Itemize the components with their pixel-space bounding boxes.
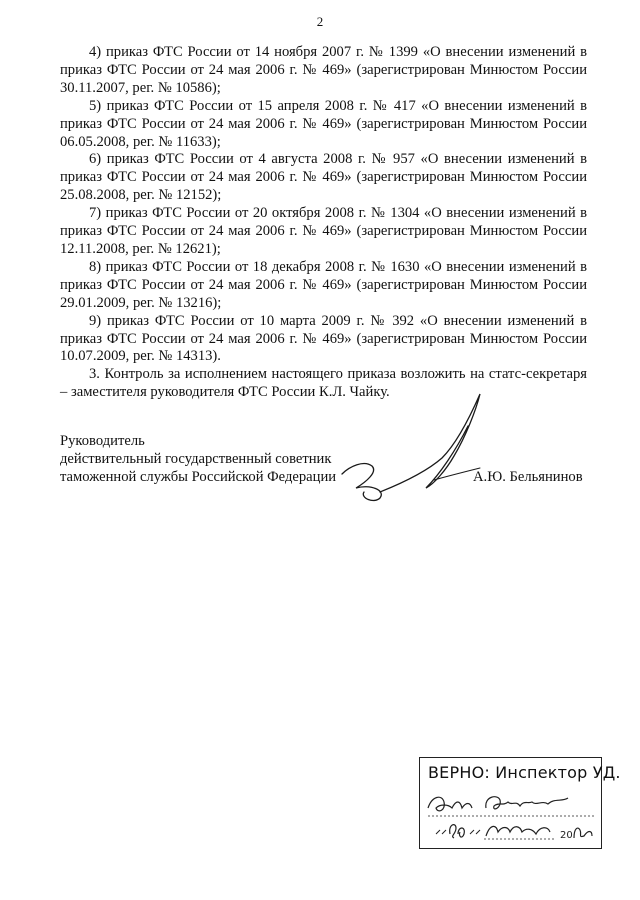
- control-paragraph: 3. Контроль за исполнением настоящего приказа возложить на статс-секретаря – заместителя руководителя ФТС России К.Л. Чайку.: [60, 366, 587, 401]
- stamp-handwriting: [424, 784, 600, 846]
- stamp-title: ВЕРНО: Инспектор УД.: [428, 763, 621, 782]
- signer-title-line-3: таможенной службы Российской Федерации: [60, 468, 337, 485]
- signer-title-line-2: действительный государственный советник: [60, 450, 332, 467]
- signer-title-line-1: Руководитель: [60, 433, 145, 449]
- signer-name: А.Ю. Бельянинов: [473, 469, 583, 485]
- list-item: 9) приказ ФТС России от 10 марта 2009 г. № 392 «О внесении изменений в приказ ФТС России от 24 мая 2006 г. № 469» (зарегистрирован Минюстом России 10.07.2009, рег. № 14313).: [60, 312, 587, 365]
- list-item: 8) приказ ФТС России от 18 декабря 2008 г. № 1630 «О внесении изменений в приказ ФТС России от 24 мая 2006 г. № 469» (зарегистрирован Минюстом России 29.01.2009, рег. № 13216);: [60, 258, 587, 311]
- list-item: 4) приказ ФТС России от 14 ноября 2007 г. № 1399 «О внесении изменений в приказ ФТС России от 24 мая 2006 г. № 469» (зарегистрирован Минюстом России 30.11.2007, рег. № 10586);: [60, 44, 587, 96]
- page-number: 2: [316, 14, 324, 29]
- list-item: 5) приказ ФТС России от 15 апреля 2008 г. № 417 «О внесении изменений в приказ ФТС России от 24 мая 2006 г. № 469» (зарегистрирован Минюстом России 06.05.2008, рег. № 11633);: [60, 97, 587, 150]
- svg-text:20: 20: [560, 830, 573, 841]
- list-item: 7) приказ ФТС России от 20 октября 2008 г. № 1304 «О внесении изменений в приказ ФТС России от 24 мая 2006 г. № 469» (зарегистрирован Минюстом России 12.11.2008, рег. № 12621);: [60, 205, 587, 257]
- handwritten-signature: [330, 380, 500, 510]
- list-item: 6) приказ ФТС России от 4 августа 2008 г. № 957 «О внесении изменений в приказ ФТС России от 24 мая 2006 г. № 469» (зарегистрирован Минюстом России 25.08.2008, рег. № 12152);: [60, 151, 587, 204]
- document-body: [60, 44, 587, 402]
- certification-stamp: [419, 757, 621, 849]
